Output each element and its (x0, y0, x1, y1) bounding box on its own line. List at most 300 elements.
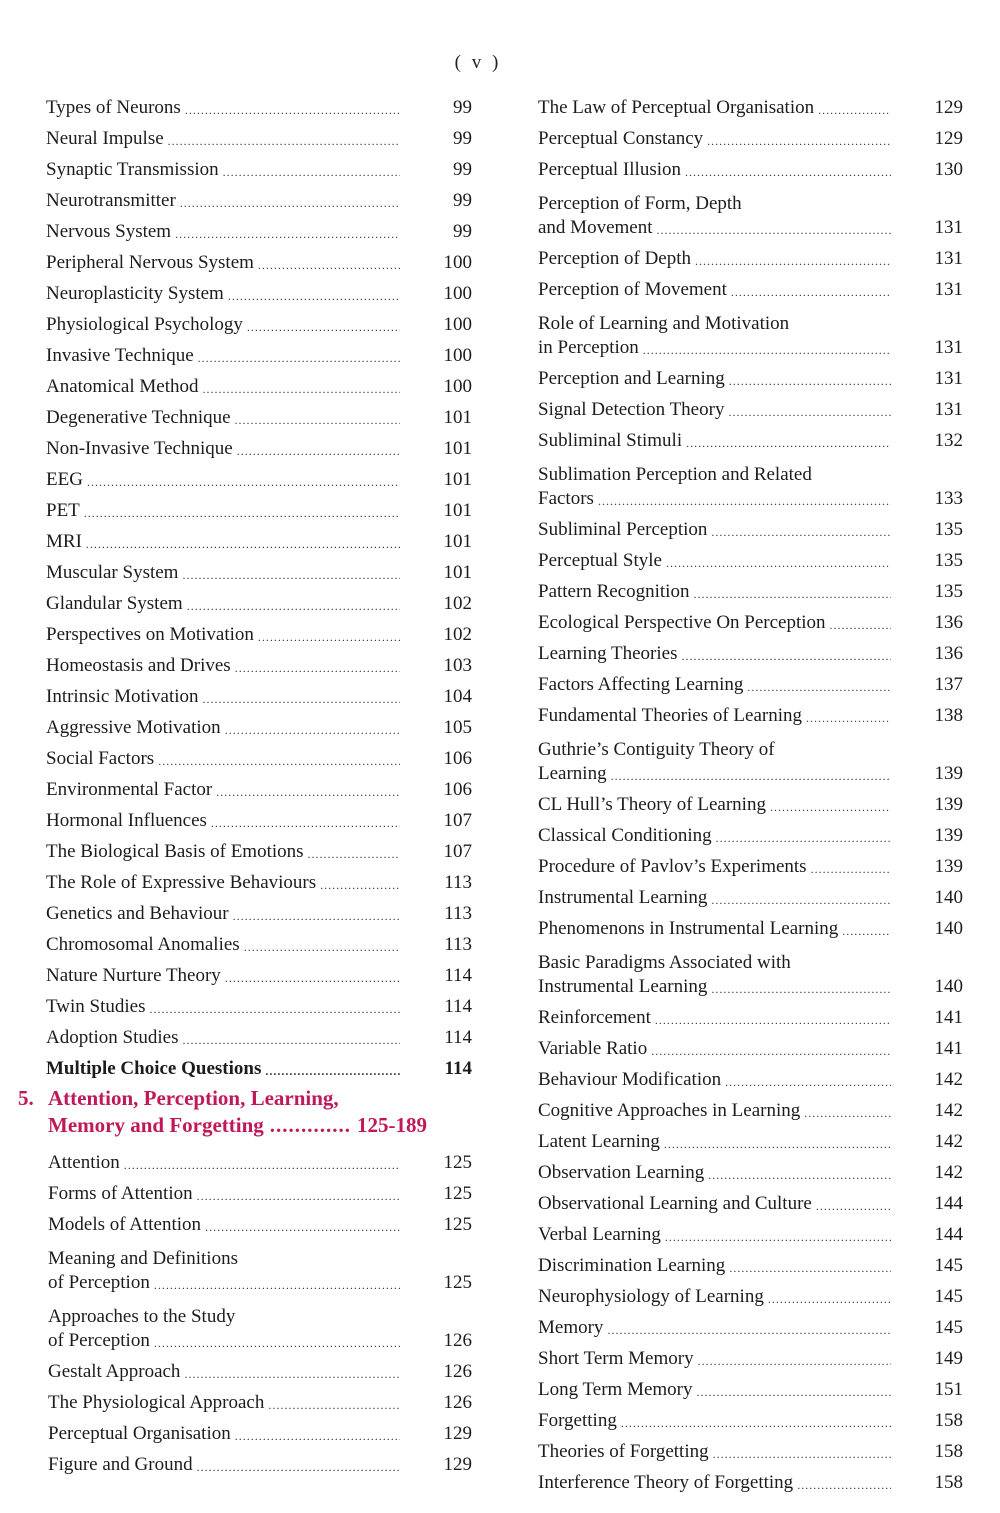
toc-entry (46, 150, 472, 181)
toc-entry-label: PET (46, 500, 80, 521)
leader-dots (235, 411, 400, 429)
toc-entry-page: 99 (453, 97, 472, 118)
toc-entry-label-line1: Approaches to the Study (48, 1306, 236, 1327)
toc-entry-label: Pattern Recognition (538, 581, 690, 602)
toc-entry (46, 925, 472, 956)
toc-entry-label: Observation Learning (538, 1162, 705, 1183)
toc-entry (46, 274, 472, 305)
toc-entry (538, 1091, 963, 1122)
toc-entry-label: Neurophysiology of Learning (538, 1286, 764, 1307)
toc-entry-label: Theories of Forgetting (538, 1441, 709, 1462)
toc-entry-label-line2: Factors (538, 488, 594, 509)
toc-entry-page: 140 (934, 976, 963, 997)
toc-entry-label: Subliminal Perception (538, 519, 708, 540)
leader-dots (225, 969, 400, 987)
toc-entry (538, 421, 963, 452)
toc-entry-page: 131 (934, 248, 963, 269)
chapter-title-line2: Memory and Forgetting (48, 1113, 264, 1137)
toc-entry-page: 131 (934, 337, 963, 358)
leader-dots (695, 252, 891, 270)
toc-entry-label: Peripheral Nervous System (46, 252, 254, 273)
leader-dots (187, 597, 400, 615)
toc-entry-label-line1: Role of Learning and Motivation (538, 313, 790, 334)
leader-dots (716, 829, 891, 847)
toc-entry-page: 99 (453, 128, 472, 149)
toc-entry (538, 1060, 963, 1091)
toc-entry (46, 522, 472, 553)
toc-entry-label: Instrumental Learning (538, 887, 708, 908)
toc-entry-label-line1: Meaning and Definitions (48, 1248, 238, 1269)
leader-dots (87, 473, 400, 491)
toc-entry (538, 909, 963, 940)
toc-entry-label-line1: Sublimation Perception and Related (538, 464, 812, 485)
leader-dots (233, 907, 400, 925)
toc-entry-page: 105 (443, 717, 472, 738)
toc-entry-label: Variable Ratio (538, 1038, 648, 1059)
toc-entry-label: Social Factors (46, 748, 155, 769)
toc-entry-page: 100 (443, 376, 472, 397)
leader-dots (607, 1321, 891, 1339)
toc-entry-label: Perceptual Style (538, 550, 662, 571)
leader-dots (711, 891, 891, 909)
toc-entry-label-line2: of Perception (48, 1330, 150, 1351)
toc-entry-page: 137 (934, 674, 963, 695)
chapter-leader-dots: ............. (269, 1113, 352, 1137)
toc-entry-label: Discrimination Learning (538, 1255, 726, 1276)
toc-entry-label: Classical Conditioning (538, 825, 712, 846)
toc-entry-label: Long Term Memory (538, 1379, 693, 1400)
toc-entry (538, 634, 963, 665)
toc-entry-label: The Role of Expressive Behaviours (46, 872, 317, 893)
toc-entry-page: 142 (934, 1100, 963, 1121)
toc-entry-label: Procedure of Pavlov’s Experiments (538, 856, 807, 877)
toc-entry-label: Models of Attention (48, 1214, 202, 1235)
leader-dots (729, 372, 891, 390)
leader-dots (664, 1135, 891, 1153)
toc-entry-label: Fundamental Theories of Learning (538, 705, 802, 726)
toc-entry (46, 336, 472, 367)
toc-entry-label: Degenerative Technique (46, 407, 231, 428)
toc-entry-label: Intrinsic Motivation (46, 686, 199, 707)
toc-entry-label-line1: Perception of Form, Depth (538, 193, 742, 214)
leader-dots (180, 194, 400, 212)
toc-entry (538, 785, 963, 816)
leader-dots (711, 523, 891, 541)
leader-dots (308, 845, 400, 863)
toc-entry-label: Perception of Depth (538, 248, 692, 269)
toc-entry-page: 142 (934, 1069, 963, 1090)
toc-entry (538, 181, 963, 239)
toc-entry-page: 149 (934, 1348, 963, 1369)
toc-entry-page: 125 (443, 1214, 472, 1235)
leader-dots (175, 225, 400, 243)
toc-entry (538, 998, 963, 1029)
toc-entry (538, 1153, 963, 1184)
toc-entry-page: 99 (453, 159, 472, 180)
leader-dots (225, 721, 400, 739)
leader-dots (320, 876, 400, 894)
toc-entry (46, 739, 472, 770)
toc-entry-page: 129 (443, 1423, 472, 1444)
toc-entry-label-line2: Learning (538, 763, 607, 784)
toc-entry-label: Phenomenons in Instrumental Learning (538, 918, 839, 939)
toc-entry-page: 136 (934, 612, 963, 633)
toc-entry (538, 1122, 963, 1153)
toc-entry-label: Observational Learning and Culture (538, 1193, 812, 1214)
toc-entry-label: Signal Detection Theory (538, 399, 725, 420)
toc-entry-mcq (46, 1049, 472, 1080)
toc-entry (538, 150, 963, 181)
toc-entry-label: Figure and Ground (48, 1454, 193, 1475)
toc-entry (46, 367, 472, 398)
toc-entry-label: Behaviour Modification (538, 1069, 722, 1090)
toc-entry-label: Anatomical Method (46, 376, 199, 397)
toc-entry (46, 429, 472, 460)
leader-dots (725, 1073, 891, 1091)
toc-entry-page: 101 (443, 469, 472, 490)
toc-entry-label: Hormonal Influences (46, 810, 207, 831)
toc-entry-label: Multiple Choice Questions (46, 1058, 262, 1079)
toc-entry-page: 145 (934, 1286, 963, 1307)
toc-entry (48, 1294, 472, 1352)
toc-entry-page: 131 (934, 279, 963, 300)
toc-entry-page: 135 (934, 519, 963, 540)
leader-dots (685, 163, 891, 181)
toc-entry (538, 88, 963, 119)
leader-dots (197, 1458, 400, 1476)
toc-entry-label: Nervous System (46, 221, 172, 242)
toc-entry (46, 398, 472, 429)
toc-entry (538, 1339, 963, 1370)
toc-entry-page: 114 (444, 1058, 472, 1079)
toc-entry-page: 114 (444, 996, 472, 1017)
toc-entry-label: The Law of Perceptual Organisation (538, 97, 815, 118)
toc-entry (538, 1308, 963, 1339)
toc-entry-page: 107 (443, 841, 472, 862)
leader-dots (768, 1290, 891, 1308)
toc-entry (46, 584, 472, 615)
toc-entry-page: 101 (443, 531, 472, 552)
toc-entry-page: 100 (443, 283, 472, 304)
toc-right-column (538, 88, 963, 1494)
toc-entry-label: Adoption Studies (46, 1027, 179, 1048)
toc-entry-label: CL Hull’s Theory of Learning (538, 794, 766, 815)
leader-dots (731, 283, 891, 301)
toc-entry-page: 135 (934, 550, 963, 571)
leader-dots (816, 1197, 891, 1215)
leader-dots (686, 434, 891, 452)
toc-entry (46, 305, 472, 336)
leader-dots (216, 783, 400, 801)
toc-entry-page: 99 (453, 190, 472, 211)
chapter-toc-column (48, 1143, 472, 1476)
toc-entry-label: Ecological Perspective On Perception (538, 612, 826, 633)
toc-entry (46, 956, 472, 987)
leader-dots (698, 1352, 891, 1370)
toc-entry-page: 144 (934, 1193, 963, 1214)
toc-entry (48, 1383, 472, 1414)
toc-entry-label: Twin Studies (46, 996, 146, 1017)
toc-entry-page: 158 (934, 1441, 963, 1462)
toc-entry-page: 139 (934, 794, 963, 815)
toc-entry-label-line1: Guthrie’s Contiguity Theory of (538, 739, 775, 760)
toc-entry (46, 863, 472, 894)
toc-entry (46, 832, 472, 863)
toc-entry-label: Reinforcement (538, 1007, 651, 1028)
toc-entry (46, 1018, 472, 1049)
leader-dots (228, 287, 400, 305)
toc-entry (538, 1029, 963, 1060)
toc-entry-label: Perception and Learning (538, 368, 725, 389)
toc-entry-page: 125 (443, 1272, 472, 1293)
toc-entry-page: 113 (444, 872, 472, 893)
toc-entry (46, 615, 472, 646)
toc-entry-label-line2: Instrumental Learning (538, 976, 708, 997)
toc-entry-page: 104 (443, 686, 472, 707)
toc-entry-label: Synaptic Transmission (46, 159, 219, 180)
toc-entry (538, 603, 963, 634)
toc-entry-page: 145 (934, 1255, 963, 1276)
leader-dots (84, 504, 400, 522)
leader-dots (729, 1259, 891, 1277)
leader-dots (258, 256, 400, 274)
leader-dots (247, 318, 400, 336)
leader-dots (655, 1011, 891, 1029)
toc-entry-page: 138 (934, 705, 963, 726)
toc-entry-page: 131 (934, 217, 963, 238)
leader-dots (657, 221, 891, 239)
toc-entry-page: 102 (443, 624, 472, 645)
leader-dots (611, 767, 891, 785)
toc-entry-page: 145 (934, 1317, 963, 1338)
leader-dots (713, 1445, 891, 1463)
toc-entry-label: Environmental Factor (46, 779, 213, 800)
toc-entry (46, 646, 472, 677)
toc-entry (46, 708, 472, 739)
toc-entry-label: Muscular System (46, 562, 179, 583)
toc-entry (538, 452, 963, 510)
toc-entry (48, 1143, 472, 1174)
toc-entry-page: 136 (934, 643, 963, 664)
chapter-number: 5. (18, 1086, 34, 1110)
toc-entry-page: 142 (934, 1162, 963, 1183)
toc-entry-page: 132 (934, 430, 963, 451)
toc-entry (48, 1445, 472, 1476)
chapter-title-line1: Attention, Perception, Learning, (48, 1086, 339, 1110)
toc-entry-page: 144 (934, 1224, 963, 1245)
toc-entry-page: 141 (934, 1007, 963, 1028)
toc-entry-label: Genetics and Behaviour (46, 903, 229, 924)
toc-entry-page: 100 (443, 345, 472, 366)
toc-entry (48, 1174, 472, 1205)
toc-entry-page: 135 (934, 581, 963, 602)
toc-entry (538, 1463, 963, 1494)
toc-entry-label: Factors Affecting Learning (538, 674, 744, 695)
leader-dots (211, 814, 400, 832)
toc-entry-label: Latent Learning (538, 1131, 660, 1152)
toc-entry-page: 125 (443, 1183, 472, 1204)
toc-entry (538, 541, 963, 572)
toc-entry-label: The Biological Basis of Emotions (46, 841, 304, 862)
page-number: ( v ) (454, 52, 502, 73)
toc-entry-page: 126 (443, 1361, 472, 1382)
toc-entry (46, 88, 472, 119)
toc-entry (48, 1352, 472, 1383)
toc-entry-label-line2: in Perception (538, 337, 639, 358)
toc-entry-label: Neuroplasticity System (46, 283, 224, 304)
toc-entry (46, 770, 472, 801)
toc-entry-label: Nature Nurture Theory (46, 965, 221, 986)
toc-entry-page: 139 (934, 825, 963, 846)
toc-entry-page: 101 (443, 500, 472, 521)
toc-entry (46, 491, 472, 522)
leader-dots (197, 1187, 400, 1205)
toc-entry-page: 139 (934, 763, 963, 784)
leader-dots (811, 860, 891, 878)
toc-entry-page: 113 (444, 934, 472, 955)
chapter-pages: 125-189 (357, 1113, 428, 1137)
toc-entry-label: Subliminal Stimuli (538, 430, 683, 451)
toc-entry-label-line2: of Perception (48, 1272, 150, 1293)
toc-entry-page: 129 (934, 128, 963, 149)
chapter-heading (18, 1085, 478, 1139)
toc-entry-label: Verbal Learning (538, 1224, 661, 1245)
toc-entry-label: Physiological Psychology (46, 314, 243, 335)
toc-entry-label: Forms of Attention (48, 1183, 193, 1204)
toc-entry-page: 131 (934, 368, 963, 389)
leader-dots (728, 403, 891, 421)
toc-entry (538, 1246, 963, 1277)
toc-entry (48, 1205, 472, 1236)
leader-dots (203, 380, 401, 398)
toc-entry-label: Attention (48, 1152, 120, 1173)
toc-entry-page: 151 (934, 1379, 963, 1400)
leader-dots (258, 628, 400, 646)
leader-dots (707, 132, 891, 150)
toc-entry-label: Short Term Memory (538, 1348, 694, 1369)
leader-dots (651, 1042, 891, 1060)
leader-dots (830, 616, 891, 634)
toc-entry-page: 140 (934, 918, 963, 939)
toc-entry-page: 101 (443, 407, 472, 428)
toc-entry (538, 572, 963, 603)
toc-entry-label: Neurotransmitter (46, 190, 176, 211)
leader-dots (124, 1156, 400, 1174)
toc-entry-page: 158 (934, 1472, 963, 1493)
toc-entry-label-line1: Basic Paradigms Associated with (538, 952, 791, 973)
leader-dots (205, 1218, 400, 1236)
toc-entry-label: Types of Neurons (46, 97, 181, 118)
toc-entry-label: Chromosomal Anomalies (46, 934, 240, 955)
leader-dots (818, 101, 891, 119)
toc-entry (46, 460, 472, 491)
toc-entry-page: 126 (443, 1330, 472, 1351)
leader-dots (237, 442, 400, 460)
toc-entry-page: 158 (934, 1410, 963, 1431)
toc-entry (538, 1184, 963, 1215)
leader-dots (797, 1476, 891, 1494)
toc-entry (538, 510, 963, 541)
toc-entry (538, 696, 963, 727)
toc-entry (538, 119, 963, 150)
leader-dots (681, 647, 891, 665)
toc-entry-label: Perceptual Constancy (538, 128, 704, 149)
leader-dots (168, 132, 400, 150)
leader-dots (268, 1396, 400, 1414)
leader-dots (265, 1062, 400, 1080)
leader-dots (244, 938, 400, 956)
toc-entry-label: MRI (46, 531, 82, 552)
toc-entry (538, 878, 963, 909)
leader-dots (747, 678, 891, 696)
toc-entry-label: Invasive Technique (46, 345, 194, 366)
toc-entry-label: Glandular System (46, 593, 183, 614)
toc-entry-page: 100 (443, 252, 472, 273)
toc-entry (48, 1236, 472, 1294)
leader-dots (643, 341, 891, 359)
toc-entry-page: 142 (934, 1131, 963, 1152)
leader-dots (235, 1427, 400, 1445)
toc-entry-label: Aggressive Motivation (46, 717, 221, 738)
toc-entry-page: 130 (934, 159, 963, 180)
toc-entry (538, 727, 963, 785)
toc-entry (46, 243, 472, 274)
toc-entry (538, 1401, 963, 1432)
toc-entry-page: 101 (443, 562, 472, 583)
leader-dots (711, 980, 891, 998)
toc-entry-page: 129 (934, 97, 963, 118)
toc-entry (538, 665, 963, 696)
leader-dots (621, 1414, 891, 1432)
leader-dots (770, 798, 891, 816)
toc-entry (538, 390, 963, 421)
toc-entry (538, 270, 963, 301)
leader-dots (149, 1000, 400, 1018)
toc-entry (46, 987, 472, 1018)
toc-entry-page: 129 (443, 1454, 472, 1475)
leader-dots (185, 101, 400, 119)
toc-entry-label: Forgetting (538, 1410, 617, 1431)
toc-entry-label: Learning Theories (538, 643, 678, 664)
toc-entry (538, 1277, 963, 1308)
toc-entry-page: 102 (443, 593, 472, 614)
toc-entry (538, 1432, 963, 1463)
leader-dots (693, 585, 891, 603)
toc-entry-page: 113 (444, 903, 472, 924)
leader-dots (223, 163, 400, 181)
leader-dots (86, 535, 400, 553)
toc-entry-page: 131 (934, 399, 963, 420)
toc-entry (46, 119, 472, 150)
toc-entry-label: Memory (538, 1317, 604, 1338)
leader-dots (842, 922, 891, 940)
leader-dots (184, 1365, 400, 1383)
toc-left-column (46, 88, 472, 1080)
toc-entry-label: Perspectives on Motivation (46, 624, 254, 645)
toc-entry-label: Neural Impulse (46, 128, 164, 149)
toc-entry-label: Gestalt Approach (48, 1361, 181, 1382)
leader-dots (804, 1104, 891, 1122)
leader-dots (598, 492, 891, 510)
leader-dots (182, 566, 400, 584)
toc-entry-label: Interference Theory of Forgetting (538, 1472, 794, 1493)
toc-entry-label: Perceptual Illusion (538, 159, 681, 180)
leader-dots (158, 752, 400, 770)
leader-dots (697, 1383, 891, 1401)
toc-entry (538, 359, 963, 390)
leader-dots (806, 709, 891, 727)
toc-entry (538, 816, 963, 847)
